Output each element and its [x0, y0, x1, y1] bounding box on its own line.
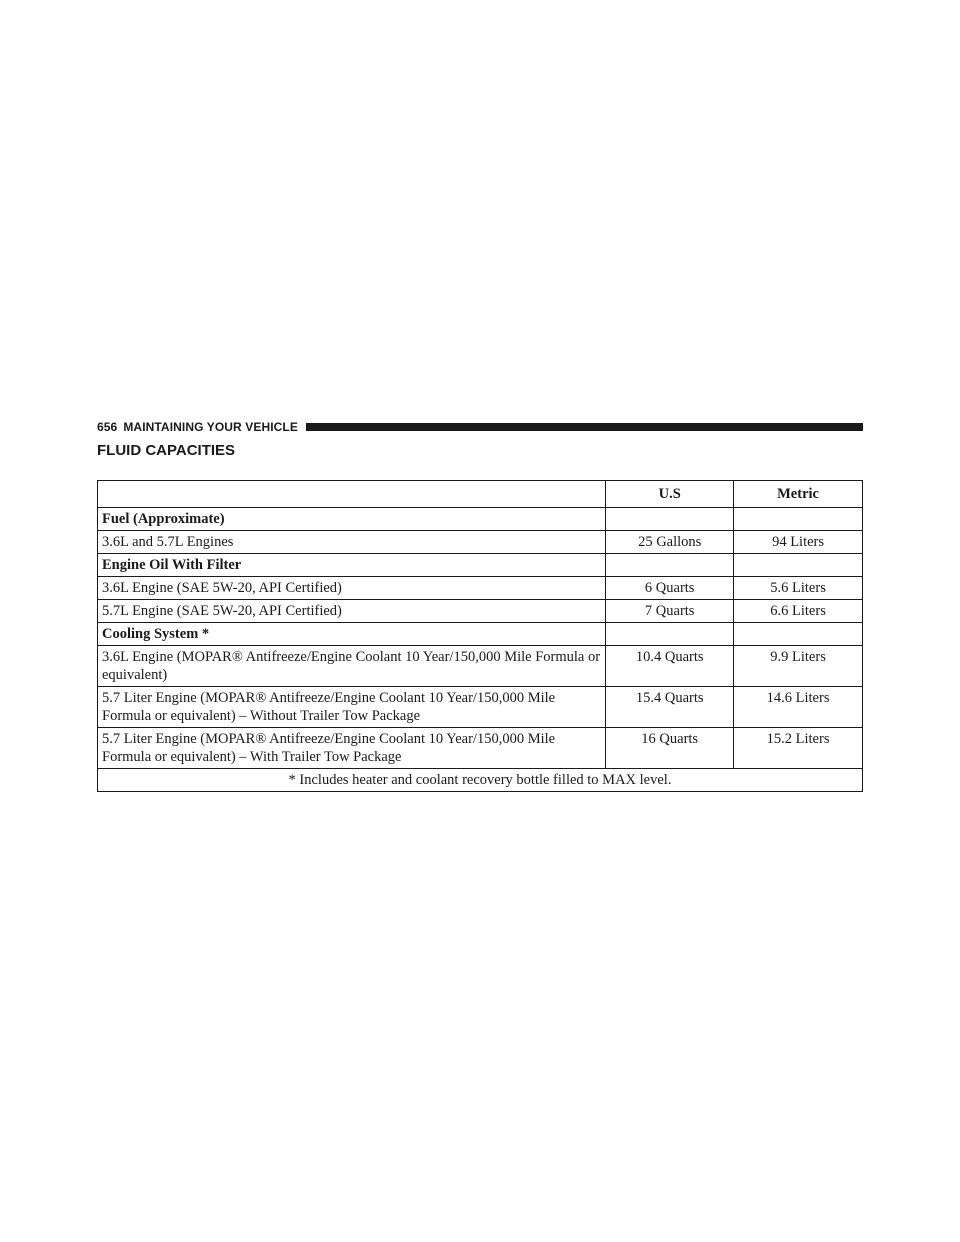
row-metric-value: 15.2 Liters — [734, 728, 863, 769]
table-row — [98, 623, 863, 646]
row-us-value: 10.4 Quarts — [606, 646, 734, 687]
row-us-value: 25 Gallons — [606, 531, 734, 554]
row-label: 3.6L Engine (SAE 5W-20, API Certified) — [98, 577, 606, 600]
table-row — [98, 577, 863, 600]
table-row — [98, 531, 863, 554]
row-metric-value: 14.6 Liters — [734, 687, 863, 728]
row-metric-value — [734, 508, 863, 531]
row-metric-value: 94 Liters — [734, 531, 863, 554]
section-title: FLUID CAPACITIES — [97, 442, 236, 459]
table-footnote-row — [98, 769, 863, 792]
page-number: 656 — [97, 420, 118, 434]
table-footnote: * Includes heater and coolant recovery bottle filled to MAX level. — [98, 769, 863, 792]
row-us-value: 6 Quarts — [606, 577, 734, 600]
table-header-row — [98, 481, 863, 508]
page-header — [97, 419, 863, 435]
row-label: 5.7 Liter Engine (MOPAR® Antifreeze/Engine Coolant 10 Year/150,000 Mile Formula or equivalent) – Without Trailer Tow Package — [98, 687, 606, 728]
header-rule — [306, 423, 863, 431]
row-label: Fuel (Approximate) — [98, 508, 606, 531]
fluid-capacities-table — [97, 480, 863, 792]
table-row — [98, 600, 863, 623]
row-metric-value — [734, 554, 863, 577]
column-header-description — [98, 481, 606, 508]
table-row — [98, 728, 863, 769]
row-label: 5.7 Liter Engine (MOPAR® Antifreeze/Engine Coolant 10 Year/150,000 Mile Formula or equivalent) – With Trailer Tow Package — [98, 728, 606, 769]
table-row — [98, 687, 863, 728]
row-label: Engine Oil With Filter — [98, 554, 606, 577]
row-label: 5.7L Engine (SAE 5W-20, API Certified) — [98, 600, 606, 623]
row-us-value — [606, 508, 734, 531]
table-row — [98, 554, 863, 577]
column-header-metric: Metric — [734, 481, 863, 508]
table-row — [98, 646, 863, 687]
row-label: 3.6L Engine (MOPAR® Antifreeze/Engine Coolant 10 Year/150,000 Mile Formula or equivalent) — [98, 646, 606, 687]
row-label: Cooling System * — [98, 623, 606, 646]
row-us-value — [606, 623, 734, 646]
row-metric-value: 5.6 Liters — [734, 577, 863, 600]
row-metric-value: 6.6 Liters — [734, 600, 863, 623]
column-header-us: U.S — [606, 481, 734, 508]
table-row — [98, 508, 863, 531]
row-metric-value: 9.9 Liters — [734, 646, 863, 687]
running-title: MAINTAINING YOUR VEHICLE — [123, 420, 298, 434]
row-us-value: 16 Quarts — [606, 728, 734, 769]
row-label: 3.6L and 5.7L Engines — [98, 531, 606, 554]
row-us-value — [606, 554, 734, 577]
row-us-value: 15.4 Quarts — [606, 687, 734, 728]
row-us-value: 7 Quarts — [606, 600, 734, 623]
row-metric-value — [734, 623, 863, 646]
